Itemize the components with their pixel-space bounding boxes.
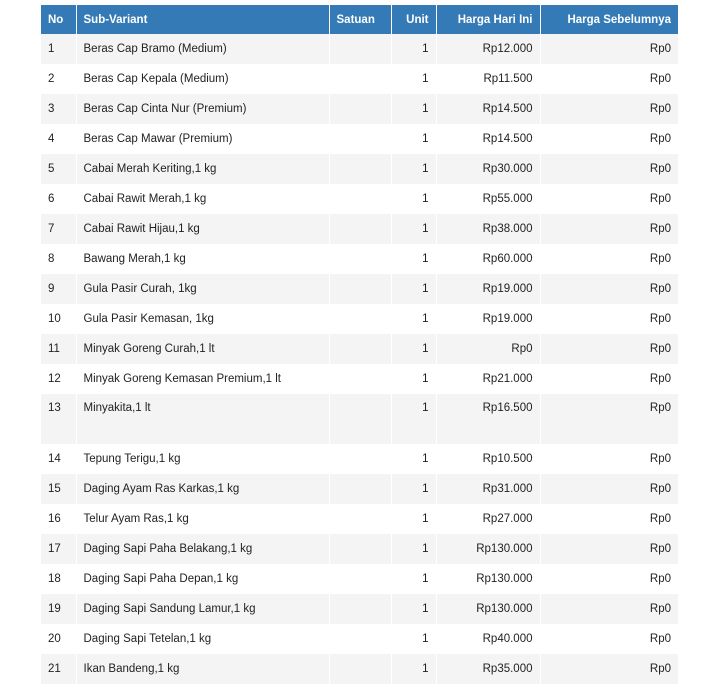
cell-no: 11 — [41, 334, 76, 364]
table-row — [41, 304, 678, 334]
cell-harga-hari-ini: Rp30.000 — [436, 154, 540, 184]
cell-sub-variant: Gula Pasir Curah, 1kg — [76, 274, 329, 304]
cell-harga-hari-ini: Rp27.000 — [436, 504, 540, 534]
table-row — [41, 154, 678, 184]
cell-satuan — [329, 274, 391, 304]
cell-harga-hari-ini: Rp16.500 — [436, 394, 540, 444]
cell-sub-variant: Beras Cap Kepala (Medium) — [76, 64, 329, 94]
cell-harga-hari-ini: Rp130.000 — [436, 534, 540, 564]
cell-unit: 1 — [391, 594, 436, 624]
cell-sub-variant: Daging Ayam Ras Karkas,1 kg — [76, 474, 329, 504]
cell-no: 16 — [41, 504, 76, 534]
cell-sub-variant: Daging Sapi Sandung Lamur,1 kg — [76, 594, 329, 624]
cell-no: 4 — [41, 124, 76, 154]
cell-satuan — [329, 214, 391, 244]
cell-harga-hari-ini: Rp10.500 — [436, 444, 540, 474]
table-header — [41, 5, 678, 34]
cell-no: 17 — [41, 534, 76, 564]
cell-satuan — [329, 64, 391, 94]
cell-no: 8 — [41, 244, 76, 274]
cell-no: 13 — [41, 394, 76, 444]
cell-satuan — [329, 394, 391, 444]
cell-unit: 1 — [391, 474, 436, 504]
cell-satuan — [329, 334, 391, 364]
cell-harga-hari-ini: Rp38.000 — [436, 214, 540, 244]
cell-harga-sebelumnya: Rp0 — [540, 504, 678, 534]
table-row — [41, 594, 678, 624]
cell-unit: 1 — [391, 444, 436, 474]
cell-harga-sebelumnya: Rp0 — [540, 624, 678, 654]
cell-harga-hari-ini: Rp130.000 — [436, 594, 540, 624]
table-row — [41, 444, 678, 474]
cell-no: 20 — [41, 624, 76, 654]
cell-unit: 1 — [391, 34, 436, 64]
cell-unit: 1 — [391, 624, 436, 654]
cell-no: 19 — [41, 594, 76, 624]
cell-harga-sebelumnya: Rp0 — [540, 654, 678, 684]
cell-satuan — [329, 34, 391, 64]
cell-unit: 1 — [391, 364, 436, 394]
cell-satuan — [329, 304, 391, 334]
cell-harga-sebelumnya: Rp0 — [540, 184, 678, 214]
cell-no: 3 — [41, 94, 76, 124]
cell-no: 1 — [41, 34, 76, 64]
cell-sub-variant: Daging Sapi Tetelan,1 kg — [76, 624, 329, 654]
cell-satuan — [329, 94, 391, 124]
cell-no: 14 — [41, 444, 76, 474]
cell-harga-hari-ini: Rp14.500 — [436, 124, 540, 154]
cell-satuan — [329, 154, 391, 184]
cell-no: 12 — [41, 364, 76, 394]
table-row — [41, 334, 678, 364]
cell-harga-sebelumnya: Rp0 — [540, 474, 678, 504]
cell-sub-variant: Beras Cap Cinta Nur (Premium) — [76, 94, 329, 124]
table-body — [41, 34, 678, 684]
cell-harga-sebelumnya: Rp0 — [540, 334, 678, 364]
header-sub-variant[interactable]: Sub-Variant — [76, 5, 329, 34]
cell-harga-sebelumnya: Rp0 — [540, 534, 678, 564]
cell-harga-sebelumnya: Rp0 — [540, 364, 678, 394]
cell-unit: 1 — [391, 214, 436, 244]
cell-sub-variant: Ikan Bandeng,1 kg — [76, 654, 329, 684]
cell-harga-hari-ini: Rp0 — [436, 334, 540, 364]
cell-harga-hari-ini: Rp60.000 — [436, 244, 540, 274]
cell-unit: 1 — [391, 154, 436, 184]
cell-harga-sebelumnya: Rp0 — [540, 214, 678, 244]
cell-sub-variant: Cabai Rawit Merah,1 kg — [76, 184, 329, 214]
cell-harga-hari-ini: Rp40.000 — [436, 624, 540, 654]
cell-unit: 1 — [391, 124, 436, 154]
cell-harga-hari-ini: Rp55.000 — [436, 184, 540, 214]
table-row — [41, 94, 678, 124]
cell-harga-sebelumnya: Rp0 — [540, 594, 678, 624]
cell-satuan — [329, 364, 391, 394]
cell-satuan — [329, 624, 391, 654]
cell-sub-variant: Minyakita,1 lt — [76, 394, 329, 444]
cell-harga-sebelumnya: Rp0 — [540, 34, 678, 64]
header-row — [41, 5, 678, 34]
cell-harga-hari-ini: Rp11.500 — [436, 64, 540, 94]
cell-harga-sebelumnya: Rp0 — [540, 444, 678, 474]
cell-harga-sebelumnya: Rp0 — [540, 124, 678, 154]
table-row — [41, 624, 678, 654]
header-unit[interactable]: Unit — [391, 5, 436, 34]
cell-no: 5 — [41, 154, 76, 184]
price-table-container — [41, 5, 678, 684]
cell-sub-variant: Beras Cap Bramo (Medium) — [76, 34, 329, 64]
cell-unit: 1 — [391, 304, 436, 334]
price-table — [41, 5, 678, 684]
cell-harga-sebelumnya: Rp0 — [540, 244, 678, 274]
table-row — [41, 534, 678, 564]
cell-satuan — [329, 654, 391, 684]
cell-no: 9 — [41, 274, 76, 304]
cell-satuan — [329, 244, 391, 274]
cell-harga-sebelumnya: Rp0 — [540, 304, 678, 334]
cell-unit: 1 — [391, 334, 436, 364]
cell-sub-variant: Tepung Terigu,1 kg — [76, 444, 329, 474]
table-row — [41, 214, 678, 244]
cell-harga-hari-ini: Rp35.000 — [436, 654, 540, 684]
cell-harga-hari-ini: Rp19.000 — [436, 304, 540, 334]
cell-unit: 1 — [391, 274, 436, 304]
cell-satuan — [329, 594, 391, 624]
table-row — [41, 394, 678, 444]
cell-no: 6 — [41, 184, 76, 214]
cell-unit: 1 — [391, 534, 436, 564]
table-row — [41, 64, 678, 94]
cell-unit: 1 — [391, 244, 436, 274]
cell-satuan — [329, 444, 391, 474]
cell-harga-sebelumnya: Rp0 — [540, 154, 678, 184]
cell-sub-variant: Beras Cap Mawar (Premium) — [76, 124, 329, 154]
cell-harga-hari-ini: Rp14.500 — [436, 94, 540, 124]
cell-harga-sebelumnya: Rp0 — [540, 394, 678, 444]
cell-satuan — [329, 124, 391, 154]
cell-no: 21 — [41, 654, 76, 684]
cell-no: 7 — [41, 214, 76, 244]
table-row — [41, 564, 678, 594]
cell-satuan — [329, 504, 391, 534]
cell-sub-variant: Minyak Goreng Curah,1 lt — [76, 334, 329, 364]
cell-harga-hari-ini: Rp21.000 — [436, 364, 540, 394]
cell-no: 2 — [41, 64, 76, 94]
cell-harga-hari-ini: Rp130.000 — [436, 564, 540, 594]
table-row — [41, 474, 678, 504]
cell-sub-variant: Cabai Merah Keriting,1 kg — [76, 154, 329, 184]
cell-no: 18 — [41, 564, 76, 594]
table-row — [41, 244, 678, 274]
header-harga-hari-ini[interactable]: Harga Hari Ini — [436, 5, 540, 34]
cell-no: 10 — [41, 304, 76, 334]
cell-satuan — [329, 474, 391, 504]
cell-sub-variant: Bawang Merah,1 kg — [76, 244, 329, 274]
cell-harga-hari-ini: Rp19.000 — [436, 274, 540, 304]
cell-unit: 1 — [391, 504, 436, 534]
cell-satuan — [329, 184, 391, 214]
cell-harga-sebelumnya: Rp0 — [540, 64, 678, 94]
cell-unit: 1 — [391, 64, 436, 94]
cell-unit: 1 — [391, 94, 436, 124]
cell-sub-variant: Daging Sapi Paha Depan,1 kg — [76, 564, 329, 594]
cell-harga-sebelumnya: Rp0 — [540, 274, 678, 304]
table-row — [41, 364, 678, 394]
cell-no: 15 — [41, 474, 76, 504]
cell-unit: 1 — [391, 564, 436, 594]
cell-unit: 1 — [391, 184, 436, 214]
cell-harga-hari-ini: Rp12.000 — [436, 34, 540, 64]
cell-sub-variant: Daging Sapi Paha Belakang,1 kg — [76, 534, 329, 564]
header-satuan[interactable]: Satuan — [329, 5, 391, 34]
table-row — [41, 124, 678, 154]
cell-unit: 1 — [391, 654, 436, 684]
cell-harga-sebelumnya: Rp0 — [540, 94, 678, 124]
cell-harga-hari-ini: Rp31.000 — [436, 474, 540, 504]
cell-sub-variant: Minyak Goreng Kemasan Premium,1 lt — [76, 364, 329, 394]
header-harga-sebelumnya[interactable]: Harga Sebelumnya — [540, 5, 678, 34]
cell-sub-variant: Cabai Rawit Hijau,1 kg — [76, 214, 329, 244]
table-row — [41, 184, 678, 214]
cell-sub-variant: Gula Pasir Kemasan, 1kg — [76, 304, 329, 334]
cell-unit: 1 — [391, 394, 436, 444]
cell-satuan — [329, 564, 391, 594]
table-row — [41, 504, 678, 534]
table-row — [41, 274, 678, 304]
table-row — [41, 34, 678, 64]
cell-harga-sebelumnya: Rp0 — [540, 564, 678, 594]
header-no[interactable]: No — [41, 5, 76, 34]
cell-satuan — [329, 534, 391, 564]
table-row — [41, 654, 678, 684]
cell-sub-variant: Telur Ayam Ras,1 kg — [76, 504, 329, 534]
